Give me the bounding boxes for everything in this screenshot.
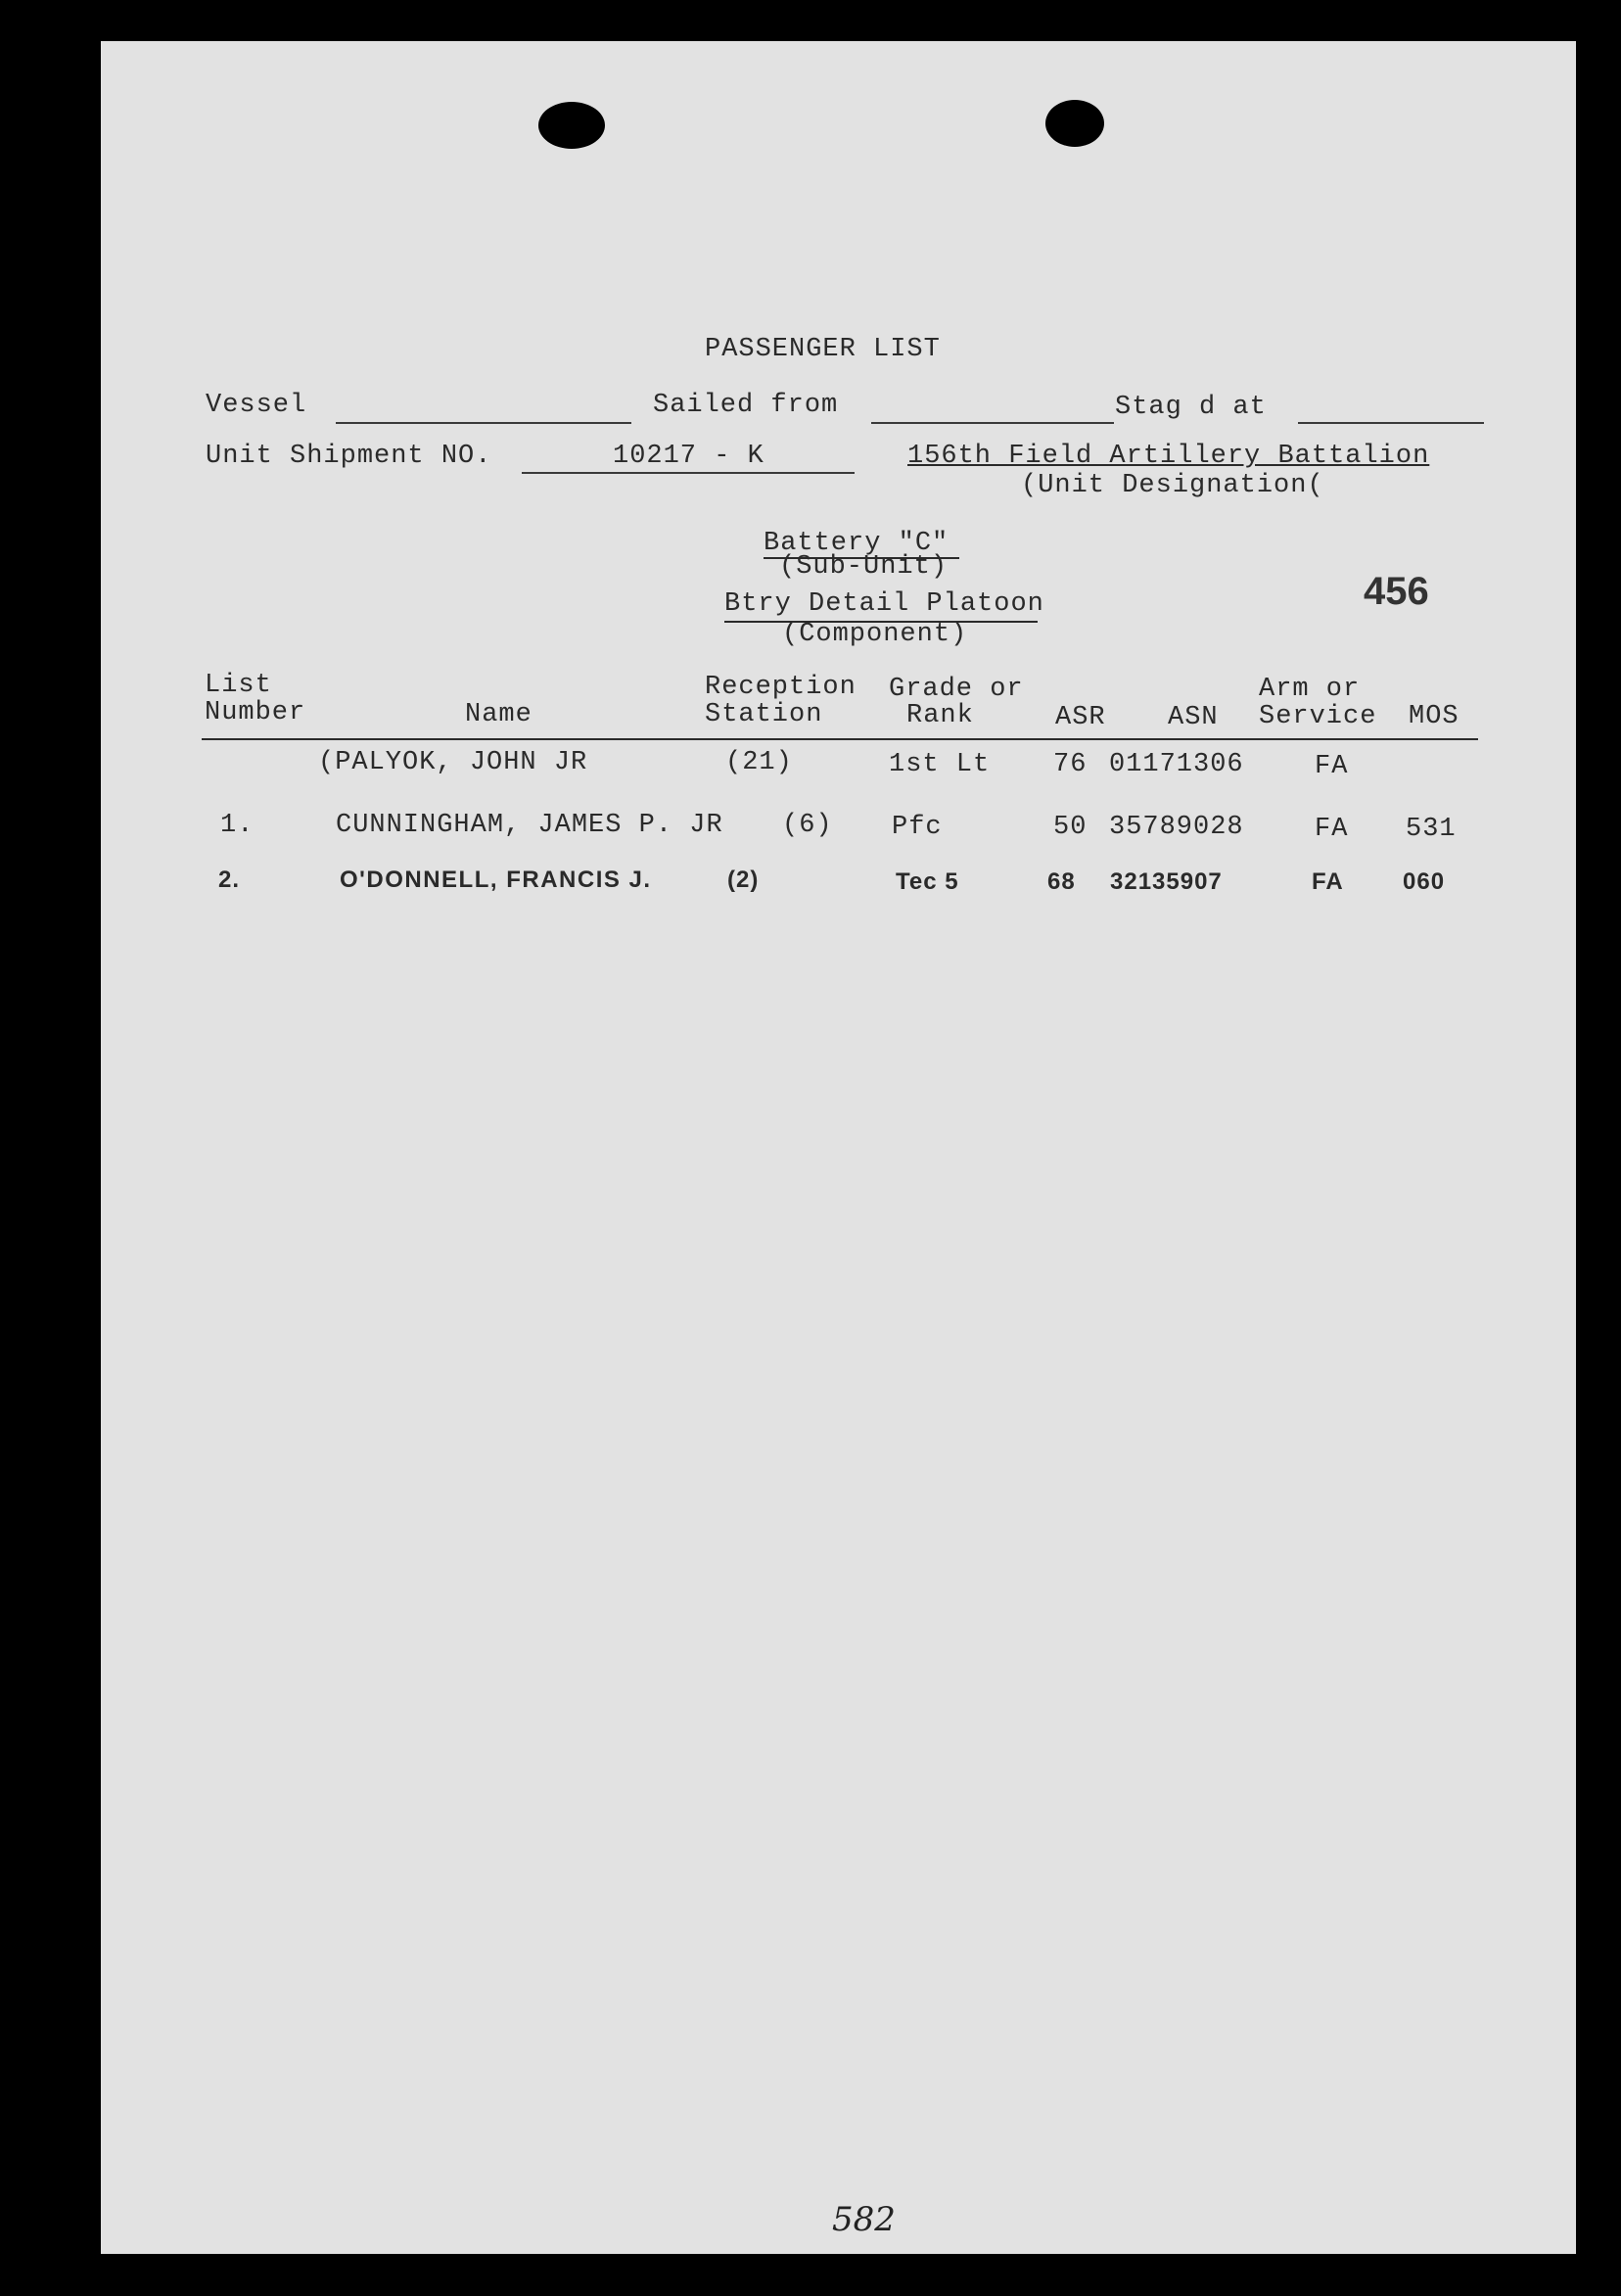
row-asr: 76 xyxy=(1053,750,1088,779)
row-number: 1. xyxy=(220,811,255,840)
row-mos: 531 xyxy=(1406,815,1457,844)
col-arm-2: Service xyxy=(1259,702,1377,731)
header-rule xyxy=(202,738,1478,740)
sub-unit-caption: (Sub-Unit) xyxy=(779,552,949,582)
vessel-label: Vessel xyxy=(206,391,307,420)
col-asr: ASR xyxy=(1055,703,1106,732)
stamp-number: 456 xyxy=(1364,570,1429,613)
row-asr: 50 xyxy=(1053,813,1088,842)
component-caption: (Component) xyxy=(782,620,968,649)
punch-hole-right xyxy=(1045,100,1104,147)
document-page xyxy=(101,41,1576,2254)
row-name: O'DONNELL, FRANCIS J. xyxy=(340,867,652,893)
col-list-number-2: Number xyxy=(205,698,306,727)
sub-unit: Battery "C" xyxy=(764,529,949,558)
handwritten-page-number: 582 xyxy=(832,2200,896,2239)
row-station: (2) xyxy=(727,867,760,893)
row-asn: 32135907 xyxy=(1110,868,1223,895)
page-title: PASSENGER LIST xyxy=(705,335,941,364)
staged-at-label: Stag d at xyxy=(1115,393,1267,422)
col-arm-1: Arm or xyxy=(1259,675,1361,704)
unit-shipment-label: Unit Shipment NO. xyxy=(206,442,492,471)
staged-at-blank xyxy=(1298,422,1484,424)
unit-shipment-number: 10217 - K xyxy=(613,442,764,471)
row-mos: 060 xyxy=(1403,868,1446,895)
sailed-from-blank xyxy=(871,422,1114,424)
punch-hole-left xyxy=(538,102,605,149)
component: Btry Detail Platoon xyxy=(724,589,1044,619)
col-mos: MOS xyxy=(1409,702,1459,731)
row-grade: 1st Lt xyxy=(889,750,991,779)
row-name: CUNNINGHAM, JAMES P. JR xyxy=(336,811,723,840)
row-asn: 01171306 xyxy=(1109,750,1244,779)
row-arm: FA xyxy=(1315,752,1349,781)
col-reception-1: Reception xyxy=(705,673,857,702)
row-number: 2. xyxy=(218,867,241,893)
row-station: (21) xyxy=(725,748,793,777)
row-arm: FA xyxy=(1312,868,1344,895)
row-grade: Pfc xyxy=(892,813,943,842)
row-station: (6) xyxy=(782,811,833,840)
col-name: Name xyxy=(465,700,533,729)
unit-shipment-blank xyxy=(522,472,855,474)
col-grade-2: Rank xyxy=(906,701,974,730)
sailed-from-label: Sailed from xyxy=(653,391,839,420)
col-list-number-1: List xyxy=(205,671,272,700)
row-asr: 68 xyxy=(1047,868,1076,895)
unit-designation: 156th Field Artillery Battalion xyxy=(907,442,1430,471)
col-grade-1: Grade or xyxy=(889,675,1024,704)
unit-designation-caption: (Unit Designation( xyxy=(1021,471,1324,500)
col-asn: ASN xyxy=(1168,703,1219,732)
vessel-blank xyxy=(336,422,631,424)
row-grade: Tec 5 xyxy=(896,868,959,895)
row-asn: 35789028 xyxy=(1109,813,1244,842)
row-name: (PALYOK, JOHN JR xyxy=(318,748,588,777)
row-arm: FA xyxy=(1315,815,1349,844)
col-reception-2: Station xyxy=(705,700,823,729)
